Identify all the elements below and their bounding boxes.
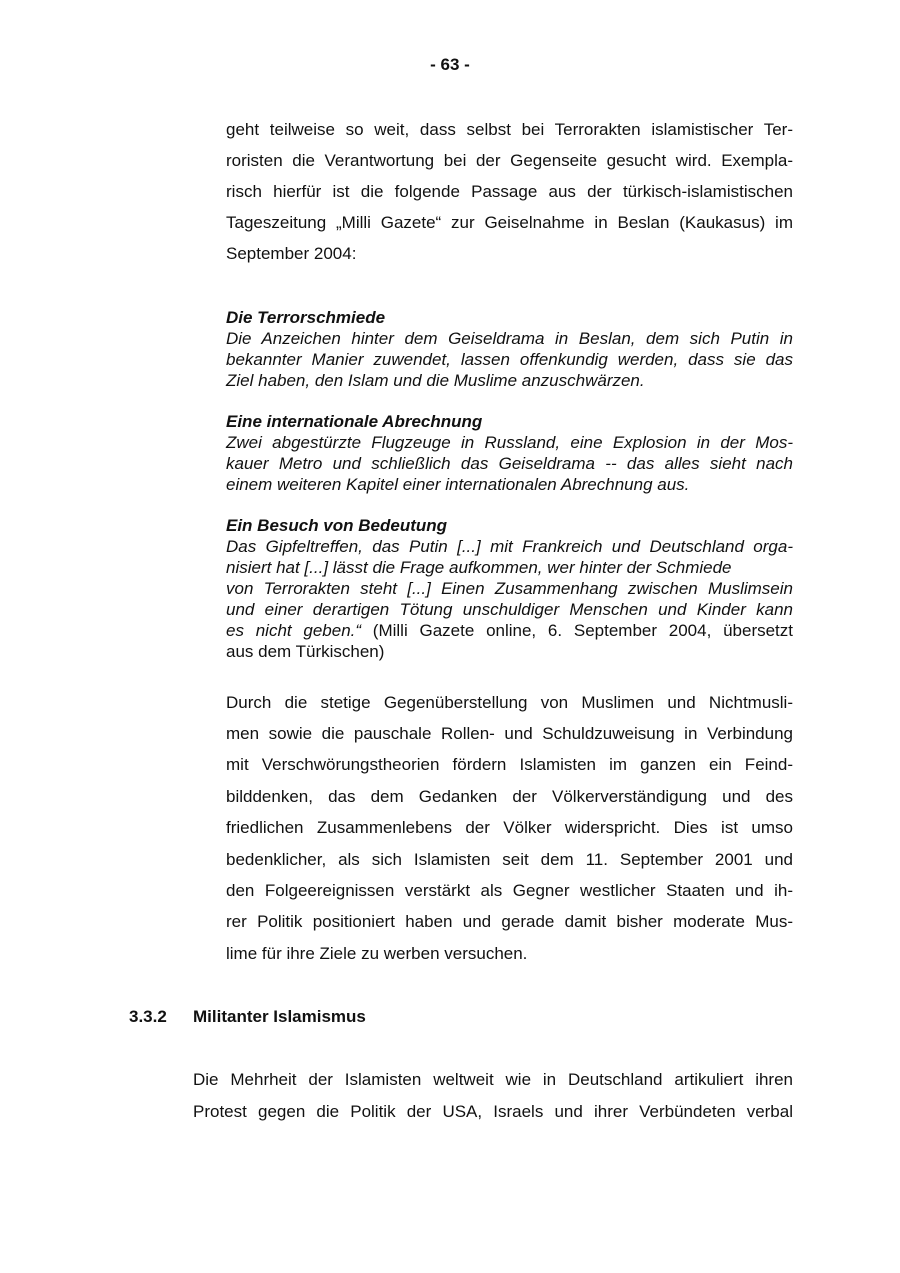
quote-line: Zwei abgestürzte Flugzeuge in Russland, eine Explosion in der Mos- bbox=[226, 433, 793, 452]
text-line: lime für ihre Ziele zu werben versuchen. bbox=[226, 944, 528, 963]
text-line: friedlichen Zusammenlebens der Völker widerspricht. Dies ist umso bbox=[226, 818, 793, 837]
text-line: Die Mehrheit der Islamisten weltweit wie in Deutschland artikuliert ihren bbox=[193, 1070, 793, 1089]
quote-line: und einer derartigen Tötung unschuldiger Menschen und Kinder kann bbox=[226, 600, 793, 619]
quote-line: von Terrorakten steht [...] Einen Zusammenhang zwischen Muslimsein bbox=[226, 579, 793, 598]
quote-line: Die Anzeichen hinter dem Geiseldrama in Beslan, dem sich Putin in bbox=[226, 329, 793, 348]
text-line: Protest gegen die Politik der USA, Israels und ihrer Verbündeten verbal bbox=[193, 1102, 793, 1121]
quote-line: bekannter Manier zuwendet, lassen offenkundig werden, dass sie das bbox=[226, 350, 793, 369]
quote-line: kauer Metro und schließlich das Geiseldrama -- das alles sieht nach bbox=[226, 454, 793, 473]
text-line: Durch die stetige Gegenüberstellung von Muslimen und Nichtmusli- bbox=[226, 693, 793, 712]
text-line: bilddenken, das dem Gedanken der Völkerverständigung und des bbox=[226, 787, 793, 806]
text-line: September 2004: bbox=[226, 244, 357, 263]
text-line: roristen die Verantwortung bei der Gegenseite gesucht wird. Exempla- bbox=[226, 151, 793, 170]
quote-heading: Eine internationale Abrechnung bbox=[226, 412, 483, 431]
quote-source: (Milli Gazete online, 6. September 2004, übersetzt bbox=[361, 621, 794, 640]
text-line: mit Verschwörungstheorien fördern Islamisten im ganzen ein Feind- bbox=[226, 755, 793, 774]
text-line: rer Politik positioniert haben und gerade damit bisher moderate Mus- bbox=[226, 912, 793, 931]
quote-line: Ziel haben, den Islam und die Muslime anzuschwärzen. bbox=[226, 371, 645, 390]
text-line: Tageszeitung „Milli Gazete“ zur Geiselnahme in Beslan (Kaukasus) im bbox=[226, 213, 793, 232]
text-line: den Folgeereignissen verstärkt als Gegner westlicher Staaten und ih- bbox=[226, 881, 793, 900]
text-line: bedenklicher, als sich Islamisten seit dem 11. September 2001 und bbox=[226, 850, 793, 869]
quote-line-with-source bbox=[226, 620, 793, 641]
quote-line: Das Gipfeltreffen, das Putin [...] mit Frankreich und Deutschland orga- bbox=[226, 537, 793, 556]
text-line: geht teilweise so weit, dass selbst bei Terrorakten islamistischer Ter- bbox=[226, 120, 793, 139]
quote-line: nisiert hat [...] lässt die Frage aufkommen, wer hinter der Schmiede bbox=[226, 558, 732, 577]
text-line: men sowie die pauschale Rollen- und Schuldzuweisung in Verbindung bbox=[226, 724, 793, 743]
quote-line: einem weiteren Kapitel einer internationalen Abrechnung aus. bbox=[226, 475, 690, 494]
section-title: Militanter Islamismus bbox=[193, 1007, 366, 1026]
quote-heading: Die Terrorschmiede bbox=[226, 308, 386, 327]
text-line: risch hierfür ist die folgende Passage aus der türkisch-islamistischen bbox=[226, 182, 793, 201]
page-number: - 63 - bbox=[430, 55, 470, 74]
quote-heading: Ein Besuch von Bedeutung bbox=[226, 516, 448, 535]
quote-ending: es nicht geben.“ bbox=[226, 621, 362, 640]
section-number: 3.3.2 bbox=[129, 1007, 167, 1026]
quote-source-line: aus dem Türkischen) bbox=[226, 642, 385, 661]
